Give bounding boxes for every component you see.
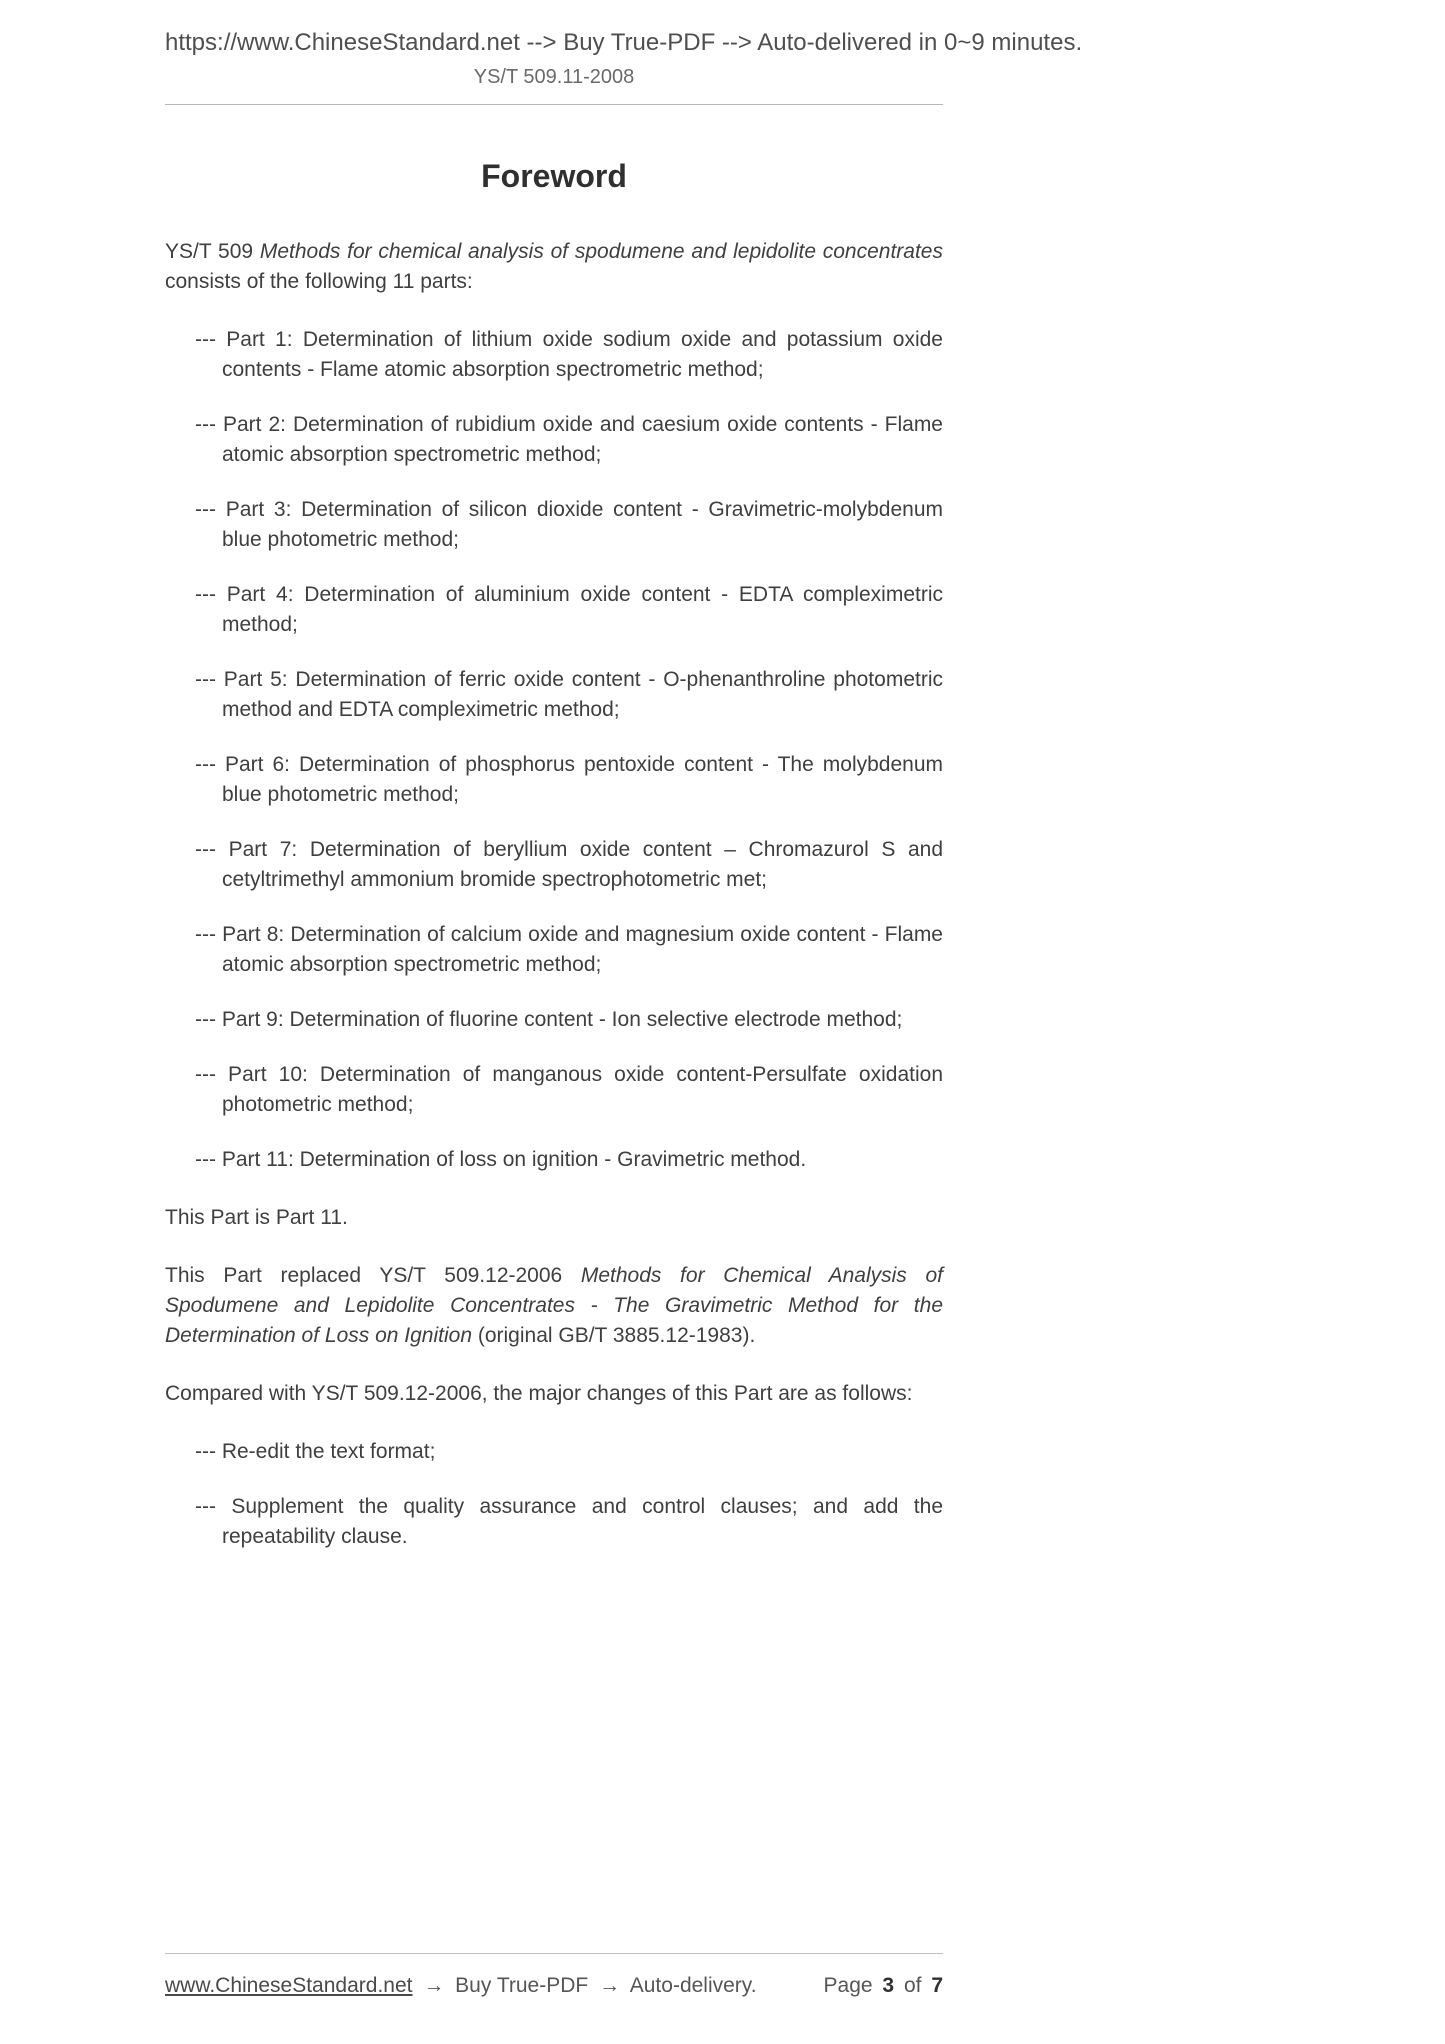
page-number: 3 — [882, 1974, 895, 1997]
list-item: --- Part 10: Determination of manganous oxide content-Persulfate oxidation photometric method; — [195, 1063, 943, 1116]
changes-list — [165, 1437, 943, 1552]
header-divider — [165, 104, 943, 105]
intro-suffix: consists of the following 11 parts: — [165, 270, 473, 293]
this-part-paragraph: This Part is Part 11. — [165, 1206, 348, 1229]
page-content — [165, 0, 1083, 1580]
footer-row — [165, 1972, 943, 2000]
doc-number: YS/T 509.11-2008 — [473, 66, 635, 88]
footer-buy-label: Buy True-PDF — [455, 1974, 589, 1997]
list-item: --- Part 1: Determination of lithium oxide sodium oxide and potassium oxide contents - Flame atomic absorption spectrometric method; — [195, 328, 943, 381]
replaced-suffix: (original GB/T 3885.12-1983). — [472, 1324, 756, 1347]
replaced-paragraph — [165, 1261, 943, 1351]
compared-paragraph: Compared with YS/T 509.12-2006, the major changes of this Part are as follows: — [165, 1382, 913, 1405]
list-item: --- Part 6: Determination of phosphorus pentoxide content - The molybdenum blue photometric method; — [195, 753, 943, 806]
list-item: --- Part 11: Determination of loss on ignition - Gravimetric method. — [195, 1148, 807, 1171]
list-item: --- Supplement the quality assurance and control clauses; and add the repeatability clause. — [195, 1495, 943, 1548]
parts-list — [165, 325, 943, 1175]
list-item: --- Part 3: Determination of silicon dioxide content - Gravimetric-molybdenum blue photometric method; — [195, 498, 943, 551]
list-item: --- Part 8: Determination of calcium oxide and magnesium oxide content - Flame atomic absorption spectrometric method; — [195, 923, 943, 976]
intro-standard-title: Methods for chemical analysis of spodumene and lepidolite concentrates — [259, 240, 943, 263]
list-item: --- Part 2: Determination of rubidium oxide and caesium oxide contents - Flame atomic absorption spectrometric method; — [195, 413, 943, 466]
of-label: of — [903, 1974, 922, 1997]
list-item: --- Part 5: Determination of ferric oxide content - O-phenanthroline photometric method and EDTA compleximetric method; — [195, 668, 943, 721]
replaced-standard-title: Methods for Chemical Analysis of Spodumene and Lepidolite Concentrates - The Gravimetric Method for the Determination of Loss on Ignition — [165, 1264, 943, 1347]
page-title: Foreword — [481, 158, 627, 194]
intro-prefix: YS/T 509 — [165, 240, 260, 263]
right-arrow-icon: → — [599, 1974, 621, 1997]
footer-delivery-label: Auto-delivery. — [629, 1974, 757, 1997]
footer-link[interactable]: www.ChineseStandard.net — [165, 1974, 413, 1997]
page-label: Page — [823, 1974, 873, 1997]
list-item: --- Part 4: Determination of aluminium oxide content - EDTA compleximetric method; — [195, 583, 943, 636]
list-item: --- Part 7: Determination of beryllium oxide content – Chromazurol S and cetyltrimethyl ammonium bromide spectrophotometric met; — [195, 838, 943, 891]
list-item: --- Part 9: Determination of fluorine content - Ion selective electrode method; — [195, 1008, 903, 1031]
footer-left — [165, 1972, 762, 2000]
page-indicator — [820, 1972, 943, 2000]
footer-divider — [165, 1953, 943, 1954]
page-footer — [165, 1953, 943, 2000]
total-pages: 7 — [931, 1974, 943, 1997]
replaced-prefix: This Part replaced YS/T 509.12-2006 — [165, 1264, 581, 1287]
right-arrow-icon: → — [423, 1974, 445, 1997]
intro-paragraph — [165, 237, 943, 297]
list-item: --- Re-edit the text format; — [195, 1440, 436, 1463]
header-banner: https://www.ChineseStandard.net --> Buy True-PDF --> Auto-delivered in 0~9 minutes. — [165, 29, 1083, 56]
